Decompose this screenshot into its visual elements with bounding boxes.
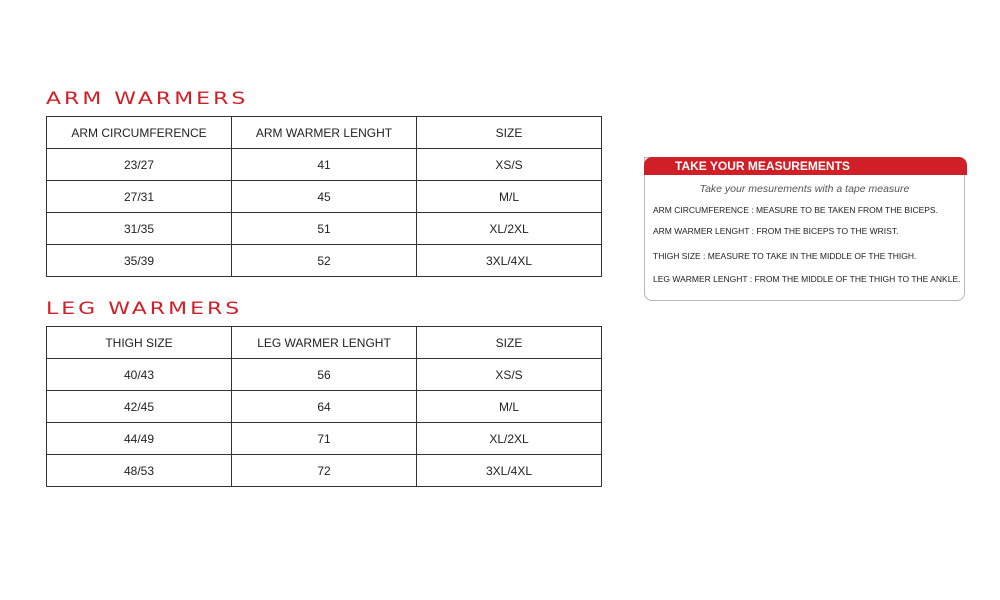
table-cell: 71 (232, 423, 417, 455)
leg-warmers-size-table (46, 326, 602, 487)
table-cell: 35/39 (47, 245, 232, 277)
measurement-instructions-box (644, 157, 965, 301)
table-cell: 52 (232, 245, 417, 277)
table-cell: XS/S (417, 359, 602, 391)
table-cell: 3XL/4XL (417, 455, 602, 487)
table-cell: 42/45 (47, 391, 232, 423)
table-row (47, 181, 602, 213)
arm-warmers-size-table (46, 116, 602, 277)
table-cell: 44/49 (47, 423, 232, 455)
table-cell: 48/53 (47, 455, 232, 487)
table-row (47, 213, 602, 245)
table-cell: 72 (232, 455, 417, 487)
table-cell: M/L (417, 391, 602, 423)
table-header-row (47, 117, 602, 149)
table-cell: 45 (232, 181, 417, 213)
table-cell: 27/31 (47, 181, 232, 213)
table-cell: 64 (232, 391, 417, 423)
measurement-instruction-line: ARM CIRCUMFERENCE : MEASURE TO BE TAKEN FROM THE BICEPS. (653, 205, 938, 215)
column-header: THIGH SIZE (47, 327, 232, 359)
measurement-instruction-line: LEG WARMER LENGHT : FROM THE MIDDLE OF THE THIGH TO THE ANKLE. (653, 274, 961, 284)
measurement-intro-text: Take your mesurements with a tape measure (699, 183, 910, 195)
table-cell: 56 (232, 359, 417, 391)
table-row (47, 391, 602, 423)
column-header: ARM CIRCUMFERENCE (47, 117, 232, 149)
table-row (47, 423, 602, 455)
leg-warmers-title: LEG WARMERS (46, 299, 243, 319)
table-cell: 31/35 (47, 213, 232, 245)
table-header-row (47, 327, 602, 359)
column-header: LEG WARMER LENGHT (232, 327, 417, 359)
table-cell: 40/43 (47, 359, 232, 391)
table-cell: XS/S (417, 149, 602, 181)
column-header: SIZE (417, 117, 602, 149)
table-cell: XL/2XL (417, 213, 602, 245)
measurement-instruction-line: THIGH SIZE : MEASURE TO TAKE IN THE MIDDLE OF THE THIGH. (653, 251, 917, 261)
table-cell: 51 (232, 213, 417, 245)
table-cell: M/L (417, 181, 602, 213)
measurement-box-title: TAKE YOUR MEASUREMENTS (644, 157, 967, 175)
table-cell: 3XL/4XL (417, 245, 602, 277)
table-row (47, 359, 602, 391)
table-cell: XL/2XL (417, 423, 602, 455)
measurement-instruction-line: ARM WARMER LENGHT : FROM THE BICEPS TO THE WRIST. (653, 226, 899, 236)
table-row (47, 149, 602, 181)
table-cell: 41 (232, 149, 417, 181)
column-header: ARM WARMER LENGHT (232, 117, 417, 149)
arm-warmers-title: ARM WARMERS (46, 89, 249, 109)
table-row (47, 245, 602, 277)
table-cell: 23/27 (47, 149, 232, 181)
column-header: SIZE (417, 327, 602, 359)
table-row (47, 455, 602, 487)
